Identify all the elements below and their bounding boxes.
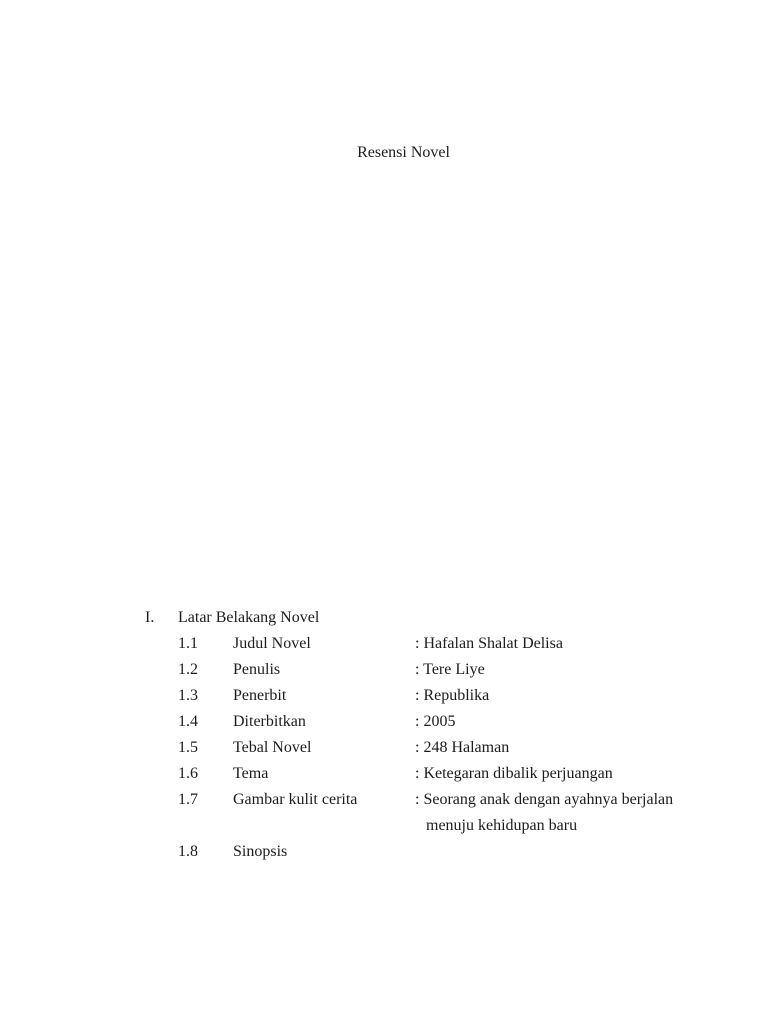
item-number: 1.6 xyxy=(178,765,198,782)
item-number: 1.2 xyxy=(178,661,198,678)
item-value: : 248 Halaman xyxy=(415,739,510,756)
list-item xyxy=(178,683,705,709)
item-value-block xyxy=(415,787,673,839)
section-heading-row xyxy=(145,605,705,631)
item-label: Gambar kulit cerita xyxy=(233,791,358,808)
item-value: : Tere Liye xyxy=(415,661,485,678)
item-number: 1.8 xyxy=(178,843,198,860)
item-label: Diterbitkan xyxy=(233,713,306,730)
item-value: : Ketegaran dibalik perjuangan xyxy=(415,765,613,782)
section-latar-belakang xyxy=(145,605,705,865)
item-value: : Republika xyxy=(415,687,490,704)
item-label: Penerbit xyxy=(233,687,287,704)
item-label: Tebal Novel xyxy=(233,739,312,756)
item-label: Penulis xyxy=(233,661,281,678)
item-value: : Hafalan Shalat Delisa xyxy=(415,635,563,652)
list-item xyxy=(178,631,705,657)
list-item xyxy=(178,709,705,735)
section-numeral: I. xyxy=(145,609,155,626)
page-title: Resensi Novel xyxy=(357,144,450,161)
item-label: Sinopsis xyxy=(233,843,288,860)
item-label: Judul Novel xyxy=(233,635,311,652)
item-number: 1.5 xyxy=(178,739,198,756)
item-number: 1.4 xyxy=(178,713,198,730)
item-value: : Seorang anak dengan ayahnya berjalan xyxy=(415,791,674,808)
list-item xyxy=(178,839,705,865)
item-label: Tema xyxy=(233,765,269,782)
list-item xyxy=(178,735,705,761)
item-number: 1.1 xyxy=(178,635,198,652)
list-item xyxy=(178,657,705,683)
item-number: 1.7 xyxy=(178,791,198,808)
list-item xyxy=(178,761,705,787)
item-number: 1.3 xyxy=(178,687,198,704)
item-value-continuation: menuju kehidupan baru xyxy=(426,817,578,834)
section-heading: Latar Belakang Novel xyxy=(178,609,320,626)
item-value: : 2005 xyxy=(415,713,456,730)
list-item xyxy=(178,787,705,839)
